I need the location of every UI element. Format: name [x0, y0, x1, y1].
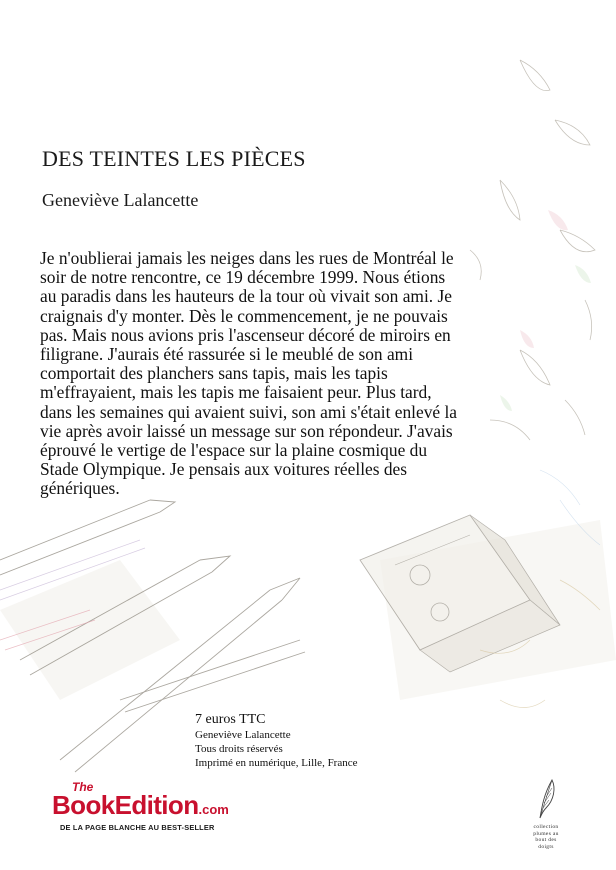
logo-tagline: DE LA PAGE BLANCHE AU BEST-SELLER	[60, 823, 215, 832]
collection-line-3: bout des	[535, 837, 557, 844]
logo-the: The	[72, 780, 94, 794]
book-title: DES TEINTES LES PIÈCES	[42, 146, 306, 171]
imprint-author: Geneviève Lalancette	[195, 729, 291, 741]
imprint-block	[195, 711, 358, 770]
price: 7 euros TTC	[195, 712, 266, 727]
logo-name: BookEdition	[52, 790, 199, 820]
collection-line-2: plumes au	[533, 830, 559, 837]
collection-mark	[521, 778, 571, 850]
logo-wordmark	[52, 790, 229, 821]
printing-info: Imprimé en numérique, Lille, France	[195, 757, 358, 769]
logo-domain-suffix: .com	[198, 802, 229, 817]
collection-line-4: doigts	[538, 843, 554, 850]
book-author: Geneviève Lalancette	[42, 190, 199, 210]
rights-notice: Tous droits réservés	[195, 743, 283, 755]
collection-line-1: collection	[533, 824, 559, 830]
publisher-logo	[52, 780, 252, 840]
feather-quill-icon	[534, 778, 558, 820]
back-cover-blurb: Je n'oublierai jamais les neiges dans les rues de Montréal le soir de notre rencontre, ce 19 décembre 1999. Nous étions au paradis dans les hauteurs de la tour où vivait son ami. Je craignais d'y monter. Dès le commencement, je ne pouvais pas. Mais nous avions pris l'ascenseur décoré de miroirs en filigrane. J'aurais été rassurée si le meublé de son ami comportait des planchers sans tapis, mais les tapis m'effrayaient, mais les tapis me faisaient peur. Plus tard, dans les semaines qui avaient suivi, son ami s'était enlevé la vie après avoir laissé un message sur son répondeur. J'avais éprouvé le vertige de l'espace sur la plaine cosmique du Stade Olympique. Je pensais aux voitures réelles des génériques.	[40, 248, 458, 499]
